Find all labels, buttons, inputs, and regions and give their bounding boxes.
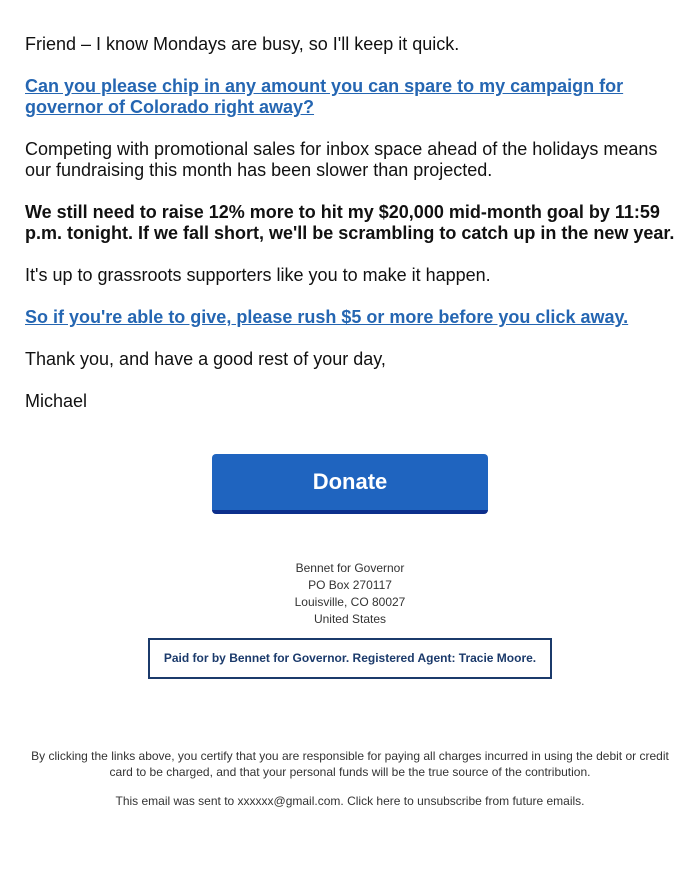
legal-disclaimer: By clicking the links above, you certify that you are responsible for paying all charges incurred in using the debit or credit card to be charged, and that your personal funds will be the true source of the contribution. <box>31 749 669 779</box>
rush-donation-link[interactable]: So if you're able to give, please rush $5 or more before you click away. <box>25 307 629 327</box>
unsubscribe-text[interactable]: . Click here to unsubscribe from future emails. <box>340 794 585 808</box>
paid-for-disclaimer-box: Paid for by Bennet for Governor. Registered Agent: Tracie Moore. <box>148 638 552 679</box>
body-paragraph-2: It's up to grassroots supporters like you to make it happen. <box>25 265 491 285</box>
chip-in-link[interactable]: Can you please chip in any amount you can spare to my campaign for governor of Colorado right away? <box>25 76 624 117</box>
city-line: Louisville, CO 80027 <box>294 595 406 609</box>
mailing-address <box>0 560 700 628</box>
donate-button[interactable]: Donate <box>212 454 488 514</box>
thanks-text: Thank you, and have a good rest of your day, <box>25 349 386 369</box>
org-name: Bennet for Governor <box>295 561 405 575</box>
sent-prefix: This email was sent to <box>115 794 238 808</box>
body-paragraph-1: Competing with promotional sales for inbox space ahead of the holidays means our fundraising this month has been slower than projected. <box>25 139 658 180</box>
goal-paragraph: We still need to raise 12% more to hit my $20,000 mid-month goal by 11:59 p.m. tonight. If we fall short, we'll be scrambling to catch up in the new year. <box>25 202 675 243</box>
unsubscribe-line <box>0 793 700 809</box>
email-body <box>25 34 675 412</box>
signature: Michael <box>25 391 88 411</box>
greeting-text: Friend – I know Mondays are busy, so I'll keep it quick. <box>25 34 460 54</box>
po-box: PO Box 270117 <box>308 578 392 592</box>
donate-link-paragraph <box>25 76 675 118</box>
rush-link-paragraph <box>25 307 675 328</box>
country-line: United States <box>313 612 387 626</box>
recipient-email: xxxxxx@gmail.com <box>237 794 341 808</box>
